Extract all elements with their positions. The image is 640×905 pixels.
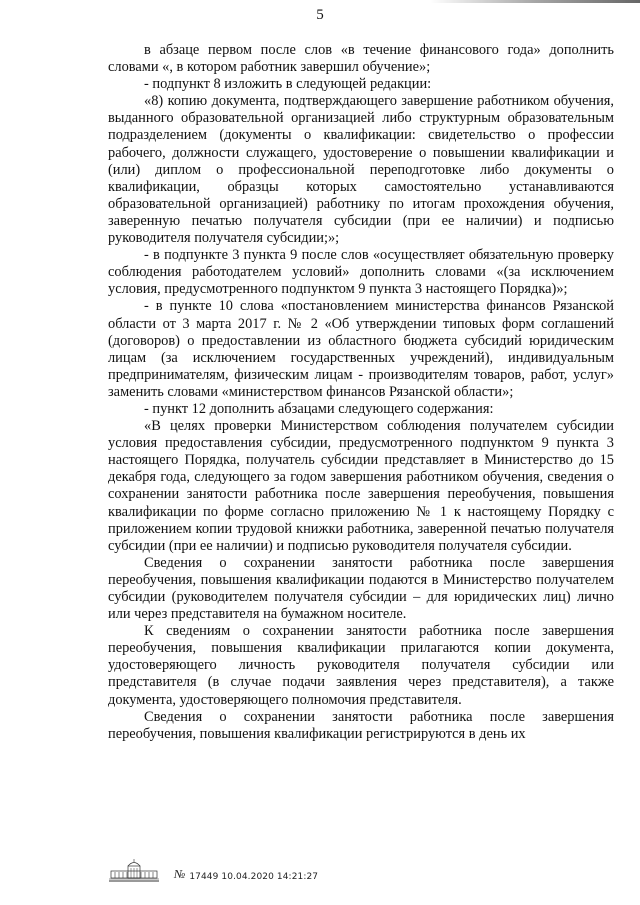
paragraph: Сведения о сохранении занятости работника после завершения переобучения, повышения квалификации подаются в Министерство получателем субсидии (руководителем получателя субсидии – для юридических лиц) лично или через представителя на бумажном носителе.: [108, 554, 614, 623]
document-number-mark: №: [174, 867, 186, 881]
paragraph: К сведениям о сохранении занятости работника после завершения переобучения, повышения квалификации прилагаются копии документа, удостоверяющего личность руководителя получателя субсидии или представителя (в случае подачи заявления через представителя), а также документа, удостоверяющего полномочия представителя.: [108, 623, 614, 708]
paragraph: «В целях проверки Министерством соблюдения получателем субсидии условия предоставления субсидии, предусмотренного подпунктом 9 пункта 3 настоящего Порядка, получатель субсидии представляет в Министерство до 15 декабря года, следующего за годом завершения работником обучения, сведения о сохранении занятости работника после завершения переобучения, повышения квалификации по форме согласно приложению № 1 к настоящему Порядку с приложением копии трудовой книжки работника, заверенной печатью получателя субсидии (при ее наличии) и подписью руководителя получателя субсидии.: [108, 418, 614, 554]
document-footer: [108, 856, 318, 882]
paragraph: «8) копию документа, подтверждающего завершение работником обучения, выданного образовательной организацией либо структурным образовательным подразделением (документы о квалификации: свидетельство о профессии рабочего, должности служащего, удостоверение о повышении квалификации и (или) диплом о профессиональной переподготовке либо документы о квалификации, образцы которых самостоятельно устанавливаются образовательной организацией) работнику по итогам прохождения обучения, заверенную печатью получателя субсидии (при ее наличии) и подписью руководителя получателя субсидии;»;: [108, 93, 614, 247]
paragraph: - подпункт 8 изложить в следующей редакции:: [144, 76, 432, 93]
scan-edge-shadow: [430, 0, 640, 3]
document-body: [108, 42, 614, 743]
paragraph: - в пункте 10 слова «постановлением министерства финансов Рязанской области от 3 марта 2017 г. № 2 «Об утверждении типовых форм соглашений (договоров) о предоставлении из областного бюджета субсидий юридическим лицам (за исключением государственных учреждений), индивидуальным предпринимателям, физическим лицам - производителям товаров, работ, услуг» заменить словами «министерством финансов Рязанской области»;: [108, 298, 614, 400]
paragraph: - в подпункте 3 пункта 9 после слов «осуществляет обязательную проверку соблюдения работодателем условий» дополнить словами «(за исключением условия, предусмотренного подпунктом 9 пункта 3 настоящего Порядка)»;: [108, 247, 614, 298]
paragraph: в абзаце первом после слов «в течение финансового года» дополнить словами «, в котором работник завершил обучение»;: [108, 42, 614, 76]
page-number: 5: [316, 7, 324, 23]
paragraph: - пункт 12 дополнить абзацами следующего содержания:: [144, 400, 494, 417]
government-building-icon: [108, 858, 160, 882]
registration-stamp-text: 17449 10.04.2020 14:21:27: [189, 872, 319, 882]
paragraph: Сведения о сохранении занятости работника после завершения переобучения, повышения квалификации регистрируются в день их: [108, 708, 614, 742]
